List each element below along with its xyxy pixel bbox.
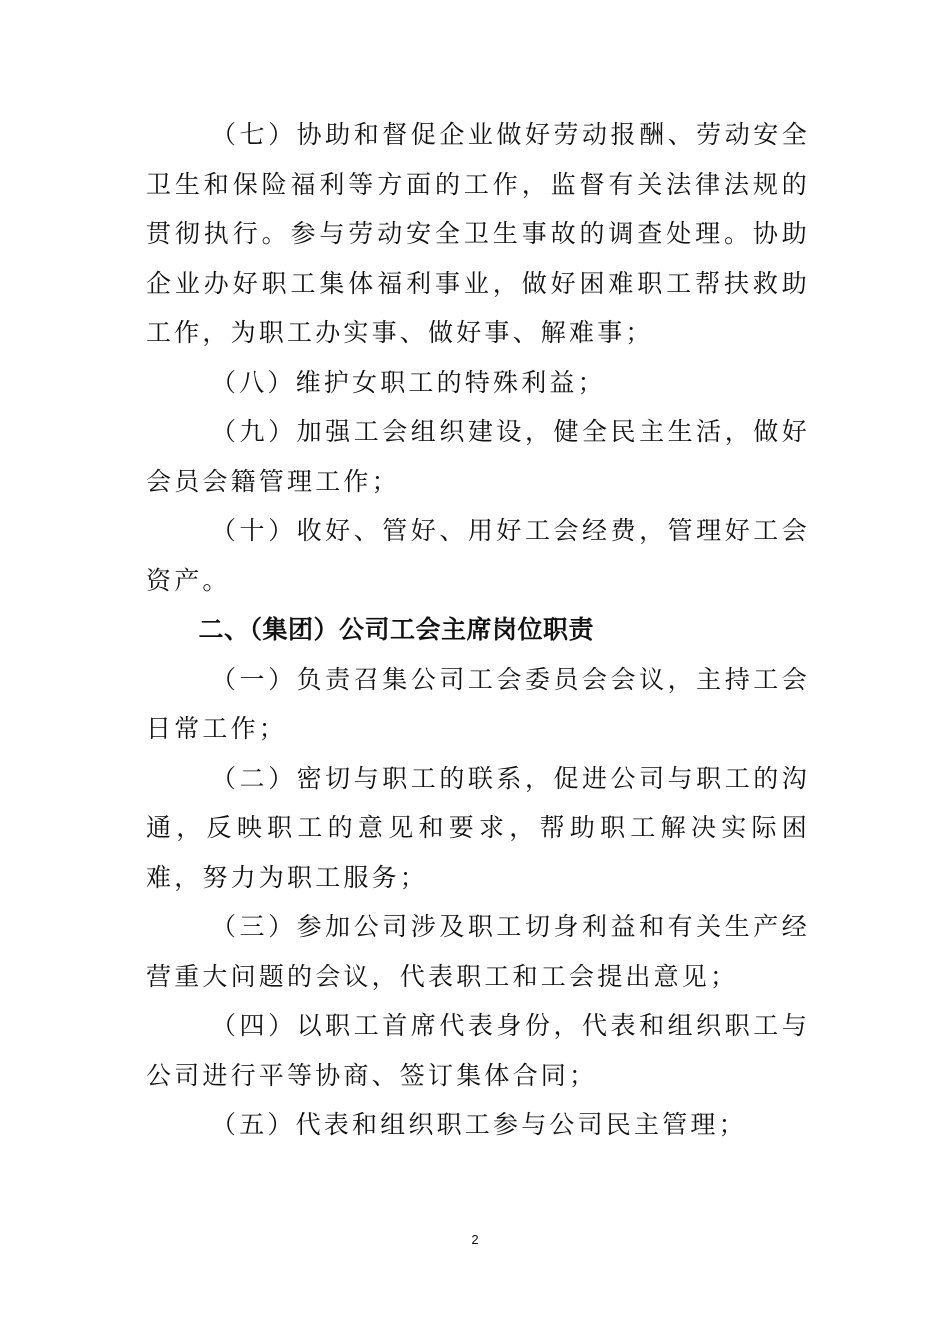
document-body — [146, 110, 810, 1150]
section-heading: 二、（集团）公司工会主席岗位职责 — [198, 615, 595, 644]
section-paragraph-3: （三）参加公司涉及职工切身利益和有关生产经营重大问题的会议，代表职工和工会提出意见； — [146, 912, 810, 991]
paragraph-10: （十）收好、管好、用好工会经费，管理好工会资产。 — [146, 516, 810, 595]
section-paragraph-4: （四）以职工首席代表身份，代表和组织职工与公司进行平等协商、签订集体合同； — [146, 1011, 810, 1090]
paragraph-8: （八）维护女职工的特殊利益； — [211, 367, 606, 397]
section-paragraph-1: （一）负责召集公司工会委员会会议，主持工会日常工作； — [146, 664, 810, 743]
section-paragraph-5: （五）代表和组织职工参与公司民主管理； — [211, 1110, 747, 1139]
paragraph-7: （七）协助和督促企业做好劳动报酬、劳动安全卫生和保险福利等方面的工作，监督有关法律法规的贯彻执行。参与劳动安全卫生事故的调查处理。协助企业办好职工集体福利事业，做好困难职工帮扶救助工作，为职工办实事、做好事、解难事； — [146, 120, 810, 347]
paragraph-9: （九）加强工会组织建设，健全民主生活，做好会员会籍管理工作； — [146, 417, 810, 496]
section-paragraph-2: （二）密切与职工的联系，促进公司与职工的沟通，反映职工的意见和要求，帮助职工解决实际困难，努力为职工服务； — [146, 763, 810, 892]
page-number: 2 — [471, 1232, 479, 1247]
